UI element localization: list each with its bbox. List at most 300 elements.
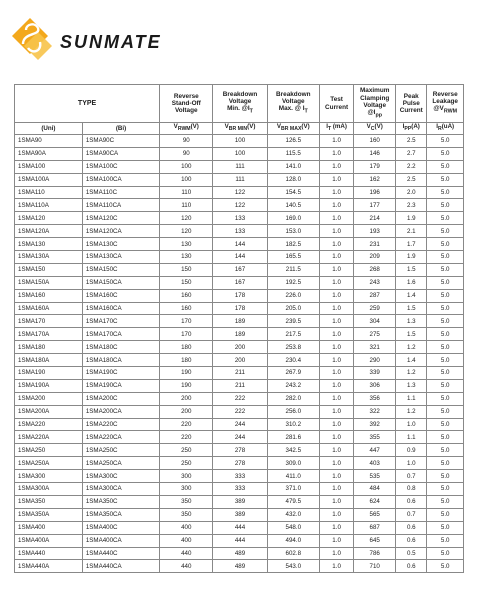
- cell-peak-pulse-current: 1.9: [396, 251, 427, 264]
- cell-uni-part: 1SMA100: [15, 160, 83, 173]
- cell-clamping-voltage: 243: [354, 276, 396, 289]
- cell-bi-part: 1SMA120CA: [82, 225, 159, 238]
- cell-uni-part: 1SMA130A: [15, 251, 83, 264]
- cell-reverse-leakage: 5.0: [427, 379, 464, 392]
- cell-clamping-voltage: 275: [354, 328, 396, 341]
- cell-vrwm: 90: [160, 147, 213, 160]
- cell-vbr-min: 122: [213, 186, 267, 199]
- cell-vbr-max: 411.0: [267, 470, 319, 483]
- cell-bi-part: 1SMA110CA: [82, 199, 159, 212]
- cell-peak-pulse-current: 0.6: [396, 495, 427, 508]
- cell-vbr-min: 100: [213, 135, 267, 148]
- subheader-vrwm: $V_{RWM}(V)$: [160, 123, 213, 135]
- header-peak-pulse: Peak Pulse Current: [396, 85, 427, 123]
- cell-vbr-max: 267.9: [267, 367, 319, 380]
- cell-clamping-voltage: 355: [354, 431, 396, 444]
- cell-bi-part: 1SMA130C: [82, 238, 159, 251]
- cell-vbr-max: 192.5: [267, 276, 319, 289]
- cell-bi-part: 1SMA190C: [82, 367, 159, 380]
- cell-vbr-min: 489: [213, 560, 267, 573]
- cell-clamping-voltage: 565: [354, 508, 396, 521]
- cell-uni-part: 1SMA400A: [15, 534, 83, 547]
- cell-vbr-max: 342.5: [267, 444, 319, 457]
- table-row: [15, 508, 464, 521]
- cell-peak-pulse-current: 1.6: [396, 276, 427, 289]
- table-row: [15, 135, 464, 148]
- cell-peak-pulse-current: 1.9: [396, 212, 427, 225]
- table-row: [15, 379, 464, 392]
- cell-test-current: 1.0: [319, 160, 353, 173]
- cell-vrwm: 250: [160, 444, 213, 457]
- cell-vbr-min: 189: [213, 315, 267, 328]
- cell-vbr-max: 548.0: [267, 521, 319, 534]
- cell-clamping-voltage: 179: [354, 160, 396, 173]
- cell-vbr-max: 140.5: [267, 199, 319, 212]
- cell-peak-pulse-current: 1.5: [396, 263, 427, 276]
- subheader-ipp: $I_{PP}(A)$: [396, 123, 427, 135]
- cell-uni-part: 1SMA90: [15, 135, 83, 148]
- cell-bi-part: 1SMA100CA: [82, 173, 159, 186]
- cell-reverse-leakage: 5.0: [427, 160, 464, 173]
- cell-vrwm: 100: [160, 160, 213, 173]
- cell-peak-pulse-current: 2.0: [396, 186, 427, 199]
- brand-name: SUNMATE: [60, 32, 162, 52]
- cell-reverse-leakage: 5.0: [427, 328, 464, 341]
- cell-uni-part: 1SMA200A: [15, 405, 83, 418]
- cell-peak-pulse-current: 0.9: [396, 444, 427, 457]
- subheader-vbr-min: $V_{BR MIN}(V)$: [213, 123, 267, 135]
- cell-vbr-max: 432.0: [267, 508, 319, 521]
- cell-vbr-max: 230.4: [267, 354, 319, 367]
- cell-bi-part: 1SMA180CA: [82, 354, 159, 367]
- header-type: TYPE: [15, 85, 160, 123]
- table-row: [15, 276, 464, 289]
- cell-uni-part: 1SMA190: [15, 367, 83, 380]
- cell-bi-part: 1SMA300CA: [82, 483, 159, 496]
- cell-vrwm: 440: [160, 547, 213, 560]
- cell-peak-pulse-current: 1.1: [396, 431, 427, 444]
- cell-vbr-min: 333: [213, 470, 267, 483]
- cell-clamping-voltage: 322: [354, 405, 396, 418]
- table-row: [15, 173, 464, 186]
- cell-vbr-max: 128.0: [267, 173, 319, 186]
- cell-vbr-min: 178: [213, 302, 267, 315]
- cell-vrwm: 130: [160, 238, 213, 251]
- cell-vbr-max: 310.2: [267, 418, 319, 431]
- table-row: [15, 199, 464, 212]
- cell-vbr-max: 169.0: [267, 212, 319, 225]
- cell-peak-pulse-current: 0.8: [396, 483, 427, 496]
- cell-uni-part: 1SMA160: [15, 289, 83, 302]
- cell-vbr-min: 211: [213, 367, 267, 380]
- cell-vbr-min: 222: [213, 405, 267, 418]
- cell-reverse-leakage: 5.0: [427, 276, 464, 289]
- cell-test-current: 1.0: [319, 405, 353, 418]
- cell-uni-part: 1SMA190A: [15, 379, 83, 392]
- cell-uni-part: 1SMA120: [15, 212, 83, 225]
- cell-reverse-leakage: 5.0: [427, 483, 464, 496]
- cell-vbr-min: 133: [213, 225, 267, 238]
- cell-vbr-min: 211: [213, 379, 267, 392]
- cell-test-current: 1.0: [319, 341, 353, 354]
- cell-peak-pulse-current: 2.5: [396, 135, 427, 148]
- cell-peak-pulse-current: 1.5: [396, 302, 427, 315]
- cell-test-current: 1.0: [319, 431, 353, 444]
- cell-test-current: 1.0: [319, 302, 353, 315]
- table-row: [15, 457, 464, 470]
- cell-bi-part: 1SMA150C: [82, 263, 159, 276]
- cell-clamping-voltage: 209: [354, 251, 396, 264]
- cell-test-current: 1.0: [319, 251, 353, 264]
- cell-test-current: 1.0: [319, 495, 353, 508]
- table-row: [15, 547, 464, 560]
- table-row: [15, 354, 464, 367]
- subheader-vc: $V_C(V)$: [354, 123, 396, 135]
- cell-bi-part: 1SMA250CA: [82, 457, 159, 470]
- cell-reverse-leakage: 5.0: [427, 289, 464, 302]
- cell-peak-pulse-current: 1.7: [396, 238, 427, 251]
- cell-bi-part: 1SMA160CA: [82, 302, 159, 315]
- cell-vbr-max: 165.5: [267, 251, 319, 264]
- cell-bi-part: 1SMA300C: [82, 470, 159, 483]
- cell-test-current: 1.0: [319, 225, 353, 238]
- cell-reverse-leakage: 5.0: [427, 147, 464, 160]
- cell-bi-part: 1SMA180C: [82, 341, 159, 354]
- cell-vrwm: 180: [160, 354, 213, 367]
- cell-vrwm: 160: [160, 289, 213, 302]
- cell-vrwm: 170: [160, 328, 213, 341]
- cell-peak-pulse-current: 1.0: [396, 418, 427, 431]
- cell-uni-part: 1SMA180: [15, 341, 83, 354]
- table-row: [15, 328, 464, 341]
- table-row: [15, 315, 464, 328]
- cell-uni-part: 1SMA250: [15, 444, 83, 457]
- cell-reverse-leakage: 5.0: [427, 315, 464, 328]
- cell-uni-part: 1SMA250A: [15, 457, 83, 470]
- cell-clamping-voltage: 339: [354, 367, 396, 380]
- cell-uni-part: 1SMA100A: [15, 173, 83, 186]
- cell-vrwm: 170: [160, 315, 213, 328]
- cell-bi-part: 1SMA170CA: [82, 328, 159, 341]
- cell-test-current: 1.0: [319, 199, 353, 212]
- cell-uni-part: 1SMA130: [15, 238, 83, 251]
- cell-vrwm: 400: [160, 534, 213, 547]
- cell-bi-part: 1SMA440CA: [82, 560, 159, 573]
- cell-reverse-leakage: 5.0: [427, 263, 464, 276]
- cell-vbr-min: 222: [213, 392, 267, 405]
- cell-vbr-max: 226.0: [267, 289, 319, 302]
- cell-peak-pulse-current: 1.4: [396, 354, 427, 367]
- cell-vrwm: 90: [160, 135, 213, 148]
- cell-vrwm: 120: [160, 212, 213, 225]
- cell-peak-pulse-current: 0.7: [396, 508, 427, 521]
- cell-uni-part: 1SMA220: [15, 418, 83, 431]
- cell-peak-pulse-current: 1.2: [396, 341, 427, 354]
- cell-clamping-voltage: 193: [354, 225, 396, 238]
- cell-peak-pulse-current: 2.7: [396, 147, 427, 160]
- table-row: [15, 392, 464, 405]
- cell-clamping-voltage: 403: [354, 457, 396, 470]
- table-row: [15, 483, 464, 496]
- cell-vbr-min: 244: [213, 418, 267, 431]
- cell-reverse-leakage: 5.0: [427, 534, 464, 547]
- cell-clamping-voltage: 687: [354, 521, 396, 534]
- cell-uni-part: 1SMA400: [15, 521, 83, 534]
- cell-reverse-leakage: 5.0: [427, 431, 464, 444]
- cell-vbr-max: 494.0: [267, 534, 319, 547]
- cell-test-current: 1.0: [319, 263, 353, 276]
- cell-peak-pulse-current: 2.1: [396, 225, 427, 238]
- cell-clamping-voltage: 447: [354, 444, 396, 457]
- cell-bi-part: 1SMA170C: [82, 315, 159, 328]
- cell-test-current: 1.0: [319, 483, 353, 496]
- cell-test-current: 1.0: [319, 470, 353, 483]
- cell-peak-pulse-current: 1.5: [396, 328, 427, 341]
- table-row: [15, 341, 464, 354]
- cell-vbr-min: 144: [213, 238, 267, 251]
- cell-reverse-leakage: 5.0: [427, 457, 464, 470]
- cell-reverse-leakage: 5.0: [427, 547, 464, 560]
- cell-vbr-min: 200: [213, 341, 267, 354]
- cell-vbr-max: 309.0: [267, 457, 319, 470]
- header-reverse-standoff: Reverse Stand-Off Voltage: [160, 85, 213, 123]
- cell-clamping-voltage: 710: [354, 560, 396, 573]
- cell-vbr-min: 444: [213, 521, 267, 534]
- cell-clamping-voltage: 624: [354, 495, 396, 508]
- cell-vbr-min: 167: [213, 276, 267, 289]
- cell-vbr-max: 253.8: [267, 341, 319, 354]
- cell-uni-part: 1SMA170: [15, 315, 83, 328]
- table-row: [15, 418, 464, 431]
- cell-vbr-max: 205.0: [267, 302, 319, 315]
- cell-vbr-min: 200: [213, 354, 267, 367]
- cell-reverse-leakage: 5.0: [427, 238, 464, 251]
- cell-uni-part: 1SMA350A: [15, 508, 83, 521]
- cell-vrwm: 130: [160, 251, 213, 264]
- cell-peak-pulse-current: 2.5: [396, 173, 427, 186]
- cell-clamping-voltage: 231: [354, 238, 396, 251]
- cell-clamping-voltage: 287: [354, 289, 396, 302]
- cell-clamping-voltage: 162: [354, 173, 396, 186]
- cell-vrwm: 300: [160, 470, 213, 483]
- table-row: [15, 367, 464, 380]
- table-row: [15, 534, 464, 547]
- cell-bi-part: 1SMA160C: [82, 289, 159, 302]
- cell-vrwm: 350: [160, 495, 213, 508]
- cell-clamping-voltage: 146: [354, 147, 396, 160]
- cell-bi-part: 1SMA120C: [82, 212, 159, 225]
- cell-vrwm: 120: [160, 225, 213, 238]
- header-test-current: Test Current: [319, 85, 353, 123]
- cell-uni-part: 1SMA110: [15, 186, 83, 199]
- cell-clamping-voltage: 321: [354, 341, 396, 354]
- cell-vrwm: 160: [160, 302, 213, 315]
- cell-vrwm: 300: [160, 483, 213, 496]
- table-row: [15, 238, 464, 251]
- cell-test-current: 1.0: [319, 315, 353, 328]
- cell-test-current: 1.0: [319, 147, 353, 160]
- cell-uni-part: 1SMA110A: [15, 199, 83, 212]
- cell-peak-pulse-current: 2.2: [396, 160, 427, 173]
- cell-test-current: 1.0: [319, 367, 353, 380]
- header-reverse-leakage: Reverse Leakage $@V_{RWM}$: [427, 85, 464, 123]
- cell-clamping-voltage: 290: [354, 354, 396, 367]
- cell-peak-pulse-current: 1.2: [396, 367, 427, 380]
- table-row: [15, 147, 464, 160]
- table-row: [15, 470, 464, 483]
- subheader-it: $I_T$ (mA): [319, 123, 353, 135]
- cell-peak-pulse-current: 1.3: [396, 379, 427, 392]
- cell-vbr-max: 154.5: [267, 186, 319, 199]
- cell-vbr-min: 389: [213, 495, 267, 508]
- cell-vbr-max: 153.0: [267, 225, 319, 238]
- cell-reverse-leakage: 5.0: [427, 173, 464, 186]
- cell-test-current: 1.0: [319, 186, 353, 199]
- cell-uni-part: 1SMA440A: [15, 560, 83, 573]
- cell-uni-part: 1SMA150A: [15, 276, 83, 289]
- cell-clamping-voltage: 268: [354, 263, 396, 276]
- table-row: [15, 560, 464, 573]
- cell-vrwm: 220: [160, 431, 213, 444]
- cell-reverse-leakage: 5.0: [427, 186, 464, 199]
- cell-vbr-max: 256.0: [267, 405, 319, 418]
- cell-test-current: 1.0: [319, 289, 353, 302]
- cell-peak-pulse-current: 1.1: [396, 392, 427, 405]
- cell-test-current: 1.0: [319, 418, 353, 431]
- cell-reverse-leakage: 5.0: [427, 367, 464, 380]
- cell-bi-part: 1SMA440C: [82, 547, 159, 560]
- cell-bi-part: 1SMA110C: [82, 186, 159, 199]
- cell-vrwm: 100: [160, 173, 213, 186]
- cell-vrwm: 200: [160, 392, 213, 405]
- cell-reverse-leakage: 5.0: [427, 418, 464, 431]
- cell-clamping-voltage: 484: [354, 483, 396, 496]
- cell-test-current: 1.0: [319, 444, 353, 457]
- cell-bi-part: 1SMA350CA: [82, 508, 159, 521]
- cell-uni-part: 1SMA150: [15, 263, 83, 276]
- cell-vrwm: 400: [160, 521, 213, 534]
- cell-vbr-max: 602.8: [267, 547, 319, 560]
- cell-test-current: 1.0: [319, 534, 353, 547]
- table-row: [15, 521, 464, 534]
- cell-peak-pulse-current: 0.7: [396, 470, 427, 483]
- cell-uni-part: 1SMA200: [15, 392, 83, 405]
- subheader-bi: (Bi): [82, 123, 159, 135]
- cell-vbr-max: 243.2: [267, 379, 319, 392]
- table-row: [15, 302, 464, 315]
- cell-vbr-min: 111: [213, 160, 267, 173]
- cell-clamping-voltage: 196: [354, 186, 396, 199]
- cell-vrwm: 220: [160, 418, 213, 431]
- cell-vbr-max: 371.0: [267, 483, 319, 496]
- cell-vbr-min: 122: [213, 199, 267, 212]
- cell-reverse-leakage: 5.0: [427, 508, 464, 521]
- cell-vrwm: 180: [160, 341, 213, 354]
- cell-reverse-leakage: 5.0: [427, 135, 464, 148]
- cell-uni-part: 1SMA170A: [15, 328, 83, 341]
- cell-peak-pulse-current: 0.6: [396, 521, 427, 534]
- brand-logo: [8, 14, 198, 70]
- table-row: [15, 431, 464, 444]
- table-body: [15, 135, 464, 573]
- cell-test-current: 1.0: [319, 457, 353, 470]
- cell-test-current: 1.0: [319, 173, 353, 186]
- cell-reverse-leakage: 5.0: [427, 302, 464, 315]
- cell-reverse-leakage: 5.0: [427, 560, 464, 573]
- cell-vbr-min: 333: [213, 483, 267, 496]
- cell-vbr-max: 126.5: [267, 135, 319, 148]
- cell-peak-pulse-current: 0.5: [396, 547, 427, 560]
- cell-reverse-leakage: 5.0: [427, 341, 464, 354]
- cell-clamping-voltage: 645: [354, 534, 396, 547]
- cell-vbr-max: 141.0: [267, 160, 319, 173]
- cell-reverse-leakage: 5.0: [427, 521, 464, 534]
- table-row: [15, 289, 464, 302]
- cell-test-current: 1.0: [319, 547, 353, 560]
- cell-reverse-leakage: 5.0: [427, 495, 464, 508]
- table-row: [15, 495, 464, 508]
- cell-vbr-max: 217.5: [267, 328, 319, 341]
- cell-bi-part: 1SMA100C: [82, 160, 159, 173]
- cell-peak-pulse-current: 2.3: [396, 199, 427, 212]
- table-row: [15, 160, 464, 173]
- cell-clamping-voltage: 214: [354, 212, 396, 225]
- cell-reverse-leakage: 5.0: [427, 251, 464, 264]
- cell-vbr-min: 167: [213, 263, 267, 276]
- cell-bi-part: 1SMA200CA: [82, 405, 159, 418]
- cell-vbr-min: 278: [213, 457, 267, 470]
- cell-test-current: 1.0: [319, 276, 353, 289]
- cell-bi-part: 1SMA150CA: [82, 276, 159, 289]
- cell-bi-part: 1SMA350C: [82, 495, 159, 508]
- cell-vbr-min: 244: [213, 431, 267, 444]
- cell-vrwm: 200: [160, 405, 213, 418]
- cell-uni-part: 1SMA120A: [15, 225, 83, 238]
- cell-vrwm: 110: [160, 199, 213, 212]
- spec-table: [14, 84, 464, 573]
- table-row: [15, 225, 464, 238]
- cell-bi-part: 1SMA220C: [82, 418, 159, 431]
- table-row: [15, 186, 464, 199]
- cell-vbr-min: 489: [213, 547, 267, 560]
- cell-clamping-voltage: 160: [354, 135, 396, 148]
- cell-test-current: 1.0: [319, 328, 353, 341]
- cell-clamping-voltage: 306: [354, 379, 396, 392]
- header-breakdown-max: Breakdown Voltage Max. @ $I_T$: [267, 85, 319, 123]
- cell-test-current: 1.0: [319, 354, 353, 367]
- cell-reverse-leakage: 5.0: [427, 392, 464, 405]
- cell-vbr-min: 389: [213, 508, 267, 521]
- cell-reverse-leakage: 5.0: [427, 470, 464, 483]
- cell-uni-part: 1SMA90A: [15, 147, 83, 160]
- cell-vrwm: 110: [160, 186, 213, 199]
- header-max-clamping: Maximum Clamping Voltage $@I_{pp}$: [354, 85, 396, 123]
- cell-vbr-min: 189: [213, 328, 267, 341]
- cell-vbr-min: 111: [213, 173, 267, 186]
- cell-reverse-leakage: 5.0: [427, 212, 464, 225]
- cell-vbr-min: 178: [213, 289, 267, 302]
- cell-peak-pulse-current: 1.3: [396, 315, 427, 328]
- cell-vbr-max: 281.6: [267, 431, 319, 444]
- table-row: [15, 263, 464, 276]
- cell-uni-part: 1SMA440: [15, 547, 83, 560]
- subheader-vbr-max: $V_{BR MAX}(V)$: [267, 123, 319, 135]
- cell-test-current: 1.0: [319, 508, 353, 521]
- cell-clamping-voltage: 392: [354, 418, 396, 431]
- cell-peak-pulse-current: 1.0: [396, 457, 427, 470]
- cell-clamping-voltage: 304: [354, 315, 396, 328]
- cell-vrwm: 440: [160, 560, 213, 573]
